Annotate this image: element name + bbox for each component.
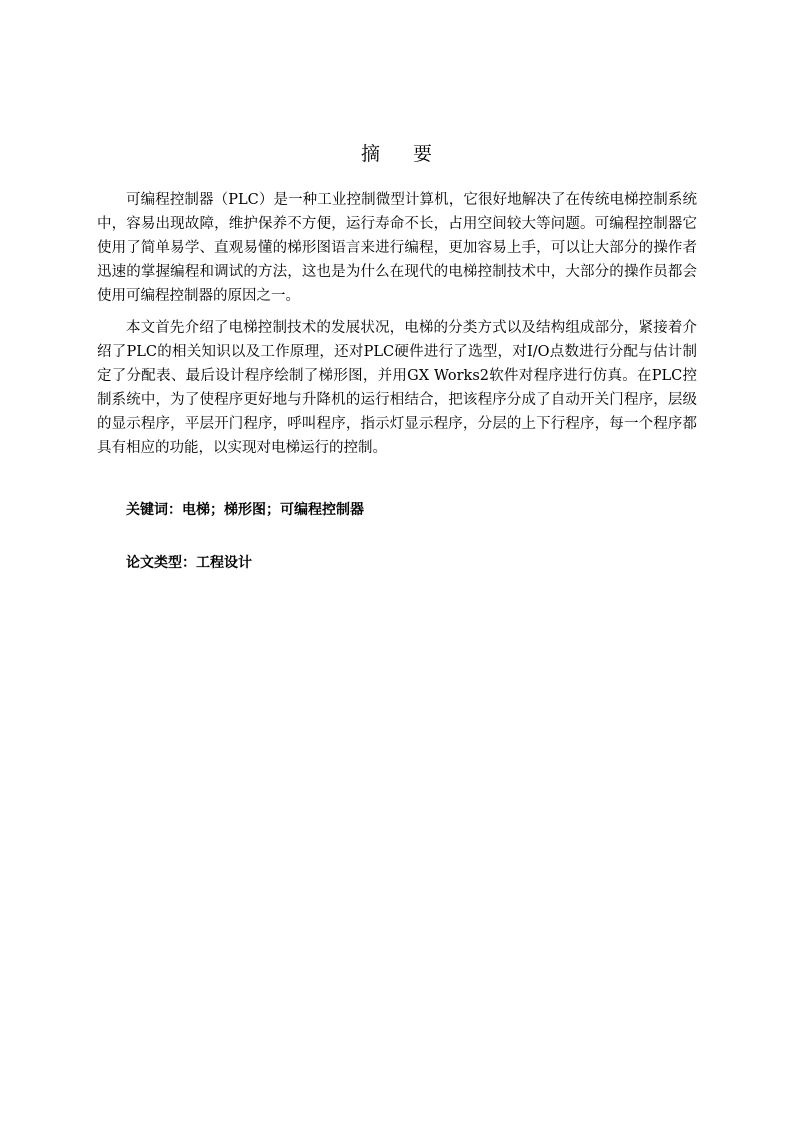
abstract-paragraph-2: 本文首先介绍了电梯控制技术的发展状况，电梯的分类方式以及结构组成部分，紧接着介绍了PLC的相关知识以及工作原理，还对PLC硬件进行了选型，对I/O点数进行分配与估计制定了分配表、最后设计程序绘制了梯形图，并用GX Works2软件对程序进行仿真。在PLC控制系统中，为了使程序更好地与升降机的运行相结合，把该程序分成了自动开关门程序，层级的显示程序，平层开门程序，呼叫程序，指示灯显示程序，分层的上下行程序，每一个程序都具有相应的功能，以实现对电梯运行的控制。 xyxy=(97,320,697,456)
keywords-value: 电梯；梯形图；可编程控制器 xyxy=(182,502,364,518)
abstract-paragraph-1-block xyxy=(97,188,697,308)
abstract-title-left: 摘 xyxy=(360,143,380,165)
abstract-title-right: 要 xyxy=(413,143,433,165)
abstract-paragraph-1: 可编程控制器（PLC）是一种工业控制微型计算机，它很好地解决了在传统电梯控制系统中，容易出现故障，维护保养不方便，运行寿命不长，占用空间较大等问题。可编程控制器它使用了简单易学、直观易懂的梯形图语言来进行编程，更加容易上手，可以让大部分的操作者迅速的掌握编程和调试的方法，这也是为什么在现代的电梯控制技术中，大部分的操作员都会使用可编程控制器的原因之一。 xyxy=(97,192,697,304)
abstract-title xyxy=(0,141,793,167)
thesis-type-label: 论文类型： xyxy=(126,555,196,571)
keywords-label: 关键词： xyxy=(126,502,182,518)
thesis-type-value: 工程设计 xyxy=(196,555,252,571)
abstract-paragraph-2-block xyxy=(97,316,697,460)
thesis-type-line xyxy=(126,553,252,573)
keywords-line xyxy=(126,500,364,520)
